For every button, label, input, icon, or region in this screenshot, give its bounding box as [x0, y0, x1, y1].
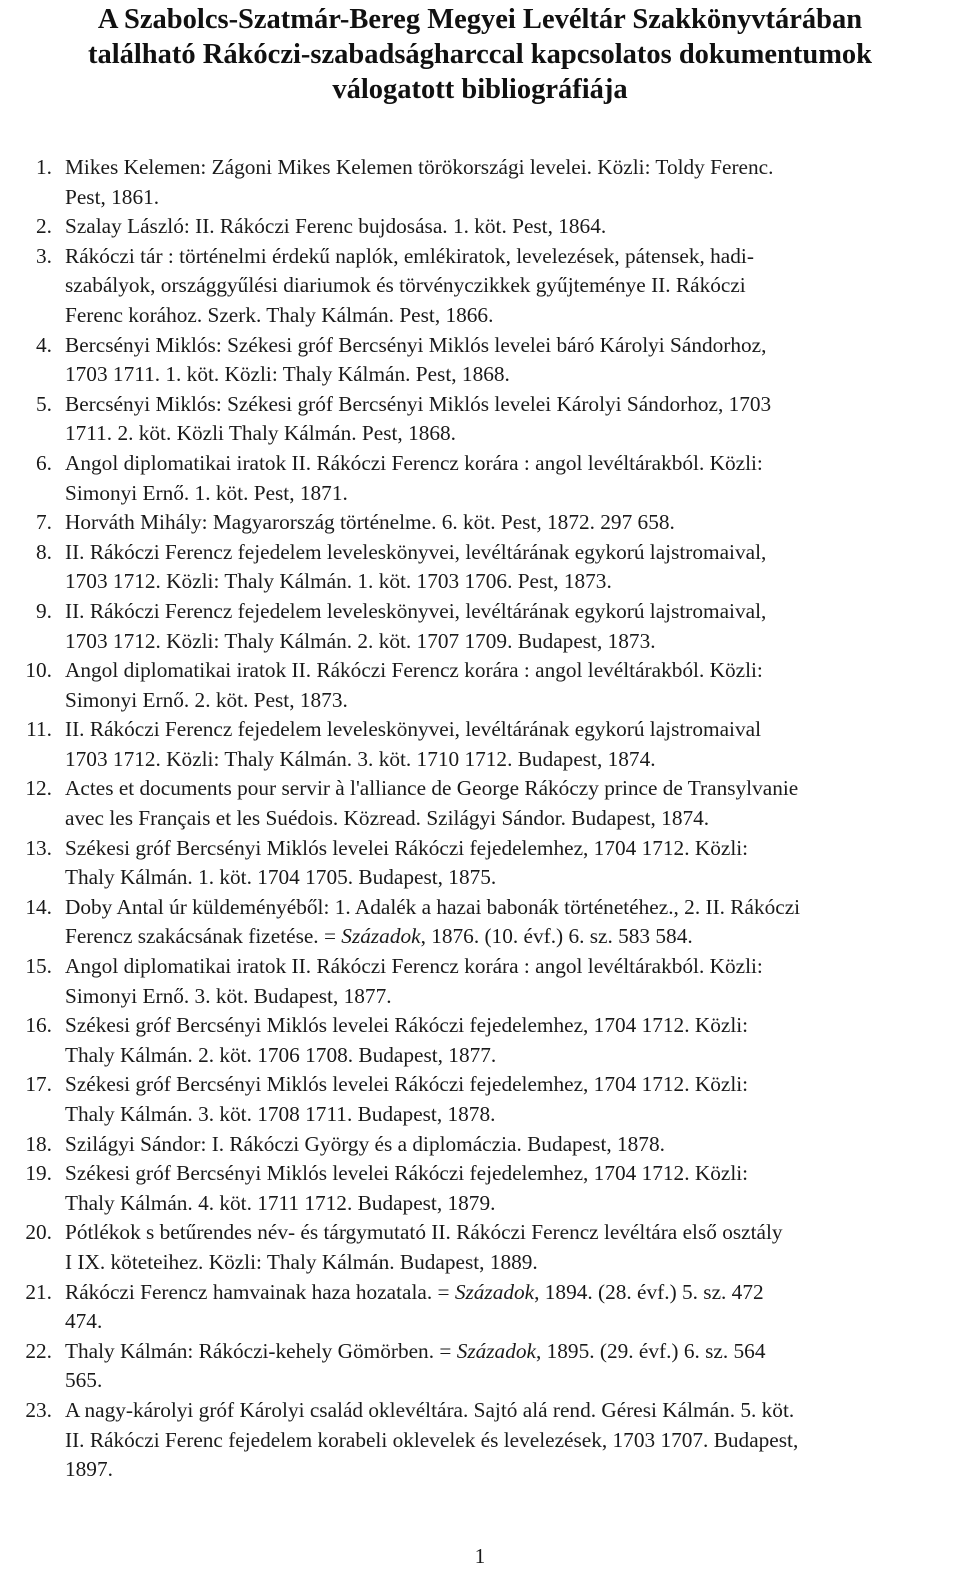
entry-text [65, 656, 956, 715]
bibliography-entry [0, 212, 960, 242]
entry-line: 1703 1712. Közli: Thaly Kálmán. 3. köt. 1710 1712. Budapest, 1874. [65, 746, 656, 771]
entry-text [65, 1218, 956, 1277]
bibliography-entry [0, 834, 960, 893]
entry-text [65, 597, 956, 656]
entry-text [65, 212, 956, 242]
entry-text [65, 153, 956, 212]
bibliography-entry [0, 1396, 960, 1485]
entry-line: Szalay László: II. Rákóczi Ferenc bujdosása. 1. köt. Pest, 1864. [65, 214, 607, 239]
title-line-1: A Szabolcs-Szatmár-Bereg Megyei Levéltár Szakkönyvtárában [97, 4, 863, 35]
entry-line: Simonyi Ernő. 1. köt. Pest, 1871. [65, 480, 348, 505]
bibliography-entry [0, 1011, 960, 1070]
entry-line: Szilágyi Sándor: I. Rákóczi György és a diplomáczia. Budapest, 1878. [65, 1131, 665, 1156]
entry-text [65, 1011, 956, 1070]
entry-number: 3. [36, 243, 52, 268]
entry-line: Székesi gróf Bercsényi Miklós levelei Rákóczi fejedelemhez, 1704 1712. Közli: [65, 835, 749, 860]
page-number: 1 [474, 1544, 486, 1568]
entry-number: 4. [36, 332, 52, 357]
entry-line: Mikes Kelemen: Zágoni Mikes Kelemen törökországi levelei. Közli: Toldy Ferenc. [65, 155, 774, 179]
entry-line: Rákóczi Ferencz hamvainak haza hozatala. = Századok, 1894. (28. évf.) 5. sz. 472 [65, 1279, 764, 1304]
entry-number: 14. [25, 894, 52, 919]
bibliography-entry [0, 893, 960, 952]
entry-line: szabályok, országgyűlési diariumok és törvényczikkek gyűjteménye II. Rákóczi [65, 273, 746, 298]
entry-number: 2. [36, 214, 52, 239]
entry-line: 1703 1712. Közli: Thaly Kálmán. 1. köt. 1703 1706. Pest, 1873. [65, 569, 612, 594]
bibliography-entry [0, 1337, 960, 1396]
entry-line: Pótlékok s betűrendes név- és tárgymutató II. Rákóczi Ferencz levéltára első osztály [65, 1220, 783, 1245]
entry-number: 6. [36, 450, 52, 475]
bibliography-entry [0, 508, 960, 538]
entry-number: 8. [36, 539, 52, 564]
entry-line: 474. [65, 1309, 103, 1334]
entry-line: Simonyi Ernő. 3. köt. Budapest, 1877. [65, 983, 392, 1008]
entry-line: Bercsényi Miklós: Székesi gróf Bercsényi Miklós levelei báró Károlyi Sándorhoz, [65, 332, 767, 357]
entry-text [65, 952, 956, 1011]
entry-line: 1897. [65, 1457, 113, 1482]
entry-line: Rákóczi tár : történelmi érdekű naplók, emlékiratok, levelezések, pátensek, hadi- [65, 243, 754, 268]
bibliography-entry [0, 1159, 960, 1218]
bibliography-entry [0, 242, 960, 331]
journal-title: Századok [456, 1338, 536, 1363]
entry-text [65, 538, 956, 597]
entry-number: 23. [25, 1397, 52, 1422]
entry-number: 19. [25, 1161, 52, 1186]
bibliography-entry [0, 774, 960, 833]
entry-line: Székesi gróf Bercsényi Miklós levelei Rákóczi fejedelemhez, 1704 1712. Közli: [65, 1013, 749, 1038]
entry-text [65, 508, 956, 538]
entry-text [65, 1337, 956, 1396]
entry-number: 10. [25, 658, 52, 683]
entry-text [65, 331, 956, 390]
entry-line: Thaly Kálmán. 3. köt. 1708 1711. Budapest, 1878. [65, 1102, 496, 1126]
entry-line: Bercsényi Miklós: Székesi gróf Bercsényi Miklós levelei Károlyi Sándorhoz, 1703 [65, 391, 772, 416]
entry-text [65, 390, 956, 449]
entry-line: 1703 1712. Közli: Thaly Kálmán. 2. köt. 1707 1709. Budapest, 1873. [65, 628, 656, 653]
entry-line: Székesi gróf Bercsényi Miklós levelei Rákóczi fejedelemhez, 1704 1712. Közli: [65, 1072, 749, 1097]
entry-text [65, 242, 956, 331]
entry-line: Thaly Kálmán: Rákóczi-kehely Gömörben. = Századok, 1895. (29. évf.) 6. sz. 564 [65, 1338, 766, 1363]
entry-line: A nagy-károlyi gróf Károlyi család oklevéltára. Sajtó alá rend. Géresi Kálmán. 5. köt. [65, 1397, 795, 1422]
entry-line: avec les Français et les Suédois. Közread. Szilágyi Sándor. Budapest, 1874. [65, 806, 710, 831]
entry-line: II. Rákóczi Ferencz fejedelem leveleskönyvei, levéltárának egykorú lajstromaival, [65, 539, 767, 564]
entry-number: 16. [25, 1013, 52, 1038]
entry-line: I IX. köteteihez. Közli: Thaly Kálmán. Budapest, 1889. [65, 1249, 538, 1274]
entry-line: 565. [65, 1368, 103, 1393]
bibliography-entry [0, 1278, 960, 1337]
entry-number: 7. [36, 510, 52, 535]
entry-line: Ferencz szakácsának fizetése. = Századok, 1876. (10. évf.) 6. sz. 583 584. [65, 924, 693, 949]
entry-line: II. Rákóczi Ferencz fejedelem leveleskönyvei, levéltárának egykorú lajstromaival, [65, 598, 767, 623]
entry-line: 1711. 2. köt. Közli Thaly Kálmán. Pest, 1868. [65, 421, 456, 446]
entry-line: Angol diplomatikai iratok II. Rákóczi Ferencz korára : angol levéltárakból. Közli: [65, 658, 763, 683]
entry-line: Thaly Kálmán. 1. köt. 1704 1705. Budapest, 1875. [65, 865, 497, 890]
entry-text [65, 715, 956, 774]
entry-text [65, 1159, 956, 1218]
entry-line: Thaly Kálmán. 4. köt. 1711 1712. Budapest, 1879. [65, 1190, 496, 1215]
entry-number: 21. [25, 1279, 52, 1304]
entry-number: 11. [26, 717, 52, 742]
entry-number: 5. [36, 391, 52, 416]
entry-text [65, 893, 956, 952]
entry-text [65, 1396, 956, 1485]
bibliography-entry [0, 153, 960, 212]
journal-title: Századok [454, 1279, 535, 1304]
bibliography-entry [0, 390, 960, 449]
entry-text [65, 1278, 956, 1337]
title-line-3: válogatott bibliográfiája [332, 74, 628, 105]
entry-number: 20. [25, 1220, 52, 1245]
entry-number: 9. [36, 598, 52, 623]
entry-line: Angol diplomatikai iratok II. Rákóczi Ferencz korára : angol levéltárakból. Közli: [65, 450, 763, 475]
bibliography-entry [0, 1218, 960, 1277]
bibliography-entry [0, 331, 960, 390]
entry-text [65, 1130, 956, 1160]
entry-number: 17. [25, 1072, 52, 1097]
entry-text [65, 774, 956, 833]
bibliography-entry [0, 656, 960, 715]
entry-line: 1703 1711. 1. köt. Közli: Thaly Kálmán. Pest, 1868. [65, 362, 510, 387]
entry-number: 1. [36, 155, 52, 179]
entry-line: II. Rákóczi Ferenc fejedelem korabeli oklevelek és levelezések, 1703 1707. Budapest, [65, 1427, 799, 1452]
bibliography-entry [0, 715, 960, 774]
entry-line: Pest, 1861. [65, 184, 160, 209]
bibliography-entry [0, 538, 960, 597]
entry-line: Horváth Mihály: Magyarország történelme. 6. köt. Pest, 1872. 297 658. [65, 510, 675, 535]
bibliography-entry [0, 1130, 960, 1160]
entry-number: 18. [25, 1131, 52, 1156]
title-line-2: található Rákóczi-szabadságharccal kapcsolatos dokumentumok [87, 39, 873, 70]
entry-number: 22. [25, 1338, 52, 1363]
entry-line: Székesi gróf Bercsényi Miklós levelei Rákóczi fejedelemhez, 1704 1712. Közli: [65, 1161, 749, 1186]
journal-title: Századok [341, 924, 421, 949]
bibliography-list [0, 153, 960, 1485]
bibliography-entry [0, 952, 960, 1011]
entry-text [65, 449, 956, 508]
entry-text [65, 834, 956, 893]
entry-line: II. Rákóczi Ferencz fejedelem leveleskönyvei, levéltárának egykorú lajstromaival [65, 717, 761, 742]
entry-number: 13. [25, 835, 52, 860]
entry-number: 15. [25, 954, 52, 979]
entry-line: Ferenc korához. Szerk. Thaly Kálmán. Pest, 1866. [65, 302, 494, 327]
bibliography-entry [0, 597, 960, 656]
entry-line: Angol diplomatikai iratok II. Rákóczi Ferencz korára : angol levéltárakból. Közli: [65, 954, 763, 979]
bibliography-entry [0, 449, 960, 508]
document-title [0, 0, 960, 107]
bibliography-entry [0, 1070, 960, 1129]
entry-line: Thaly Kálmán. 2. köt. 1706 1708. Budapest, 1877. [65, 1042, 497, 1067]
entry-text [65, 1070, 956, 1129]
entry-number: 12. [25, 776, 52, 801]
entry-line: Actes et documents pour servir à l'alliance de George Rákóczy prince de Transylvanie [65, 776, 799, 801]
entry-line: Doby Antal úr küldeményéből: 1. Adalék a hazai babonák történetéhez., 2. II. Rákóczi [65, 894, 801, 919]
entry-line: Simonyi Ernő. 2. köt. Pest, 1873. [65, 687, 348, 712]
